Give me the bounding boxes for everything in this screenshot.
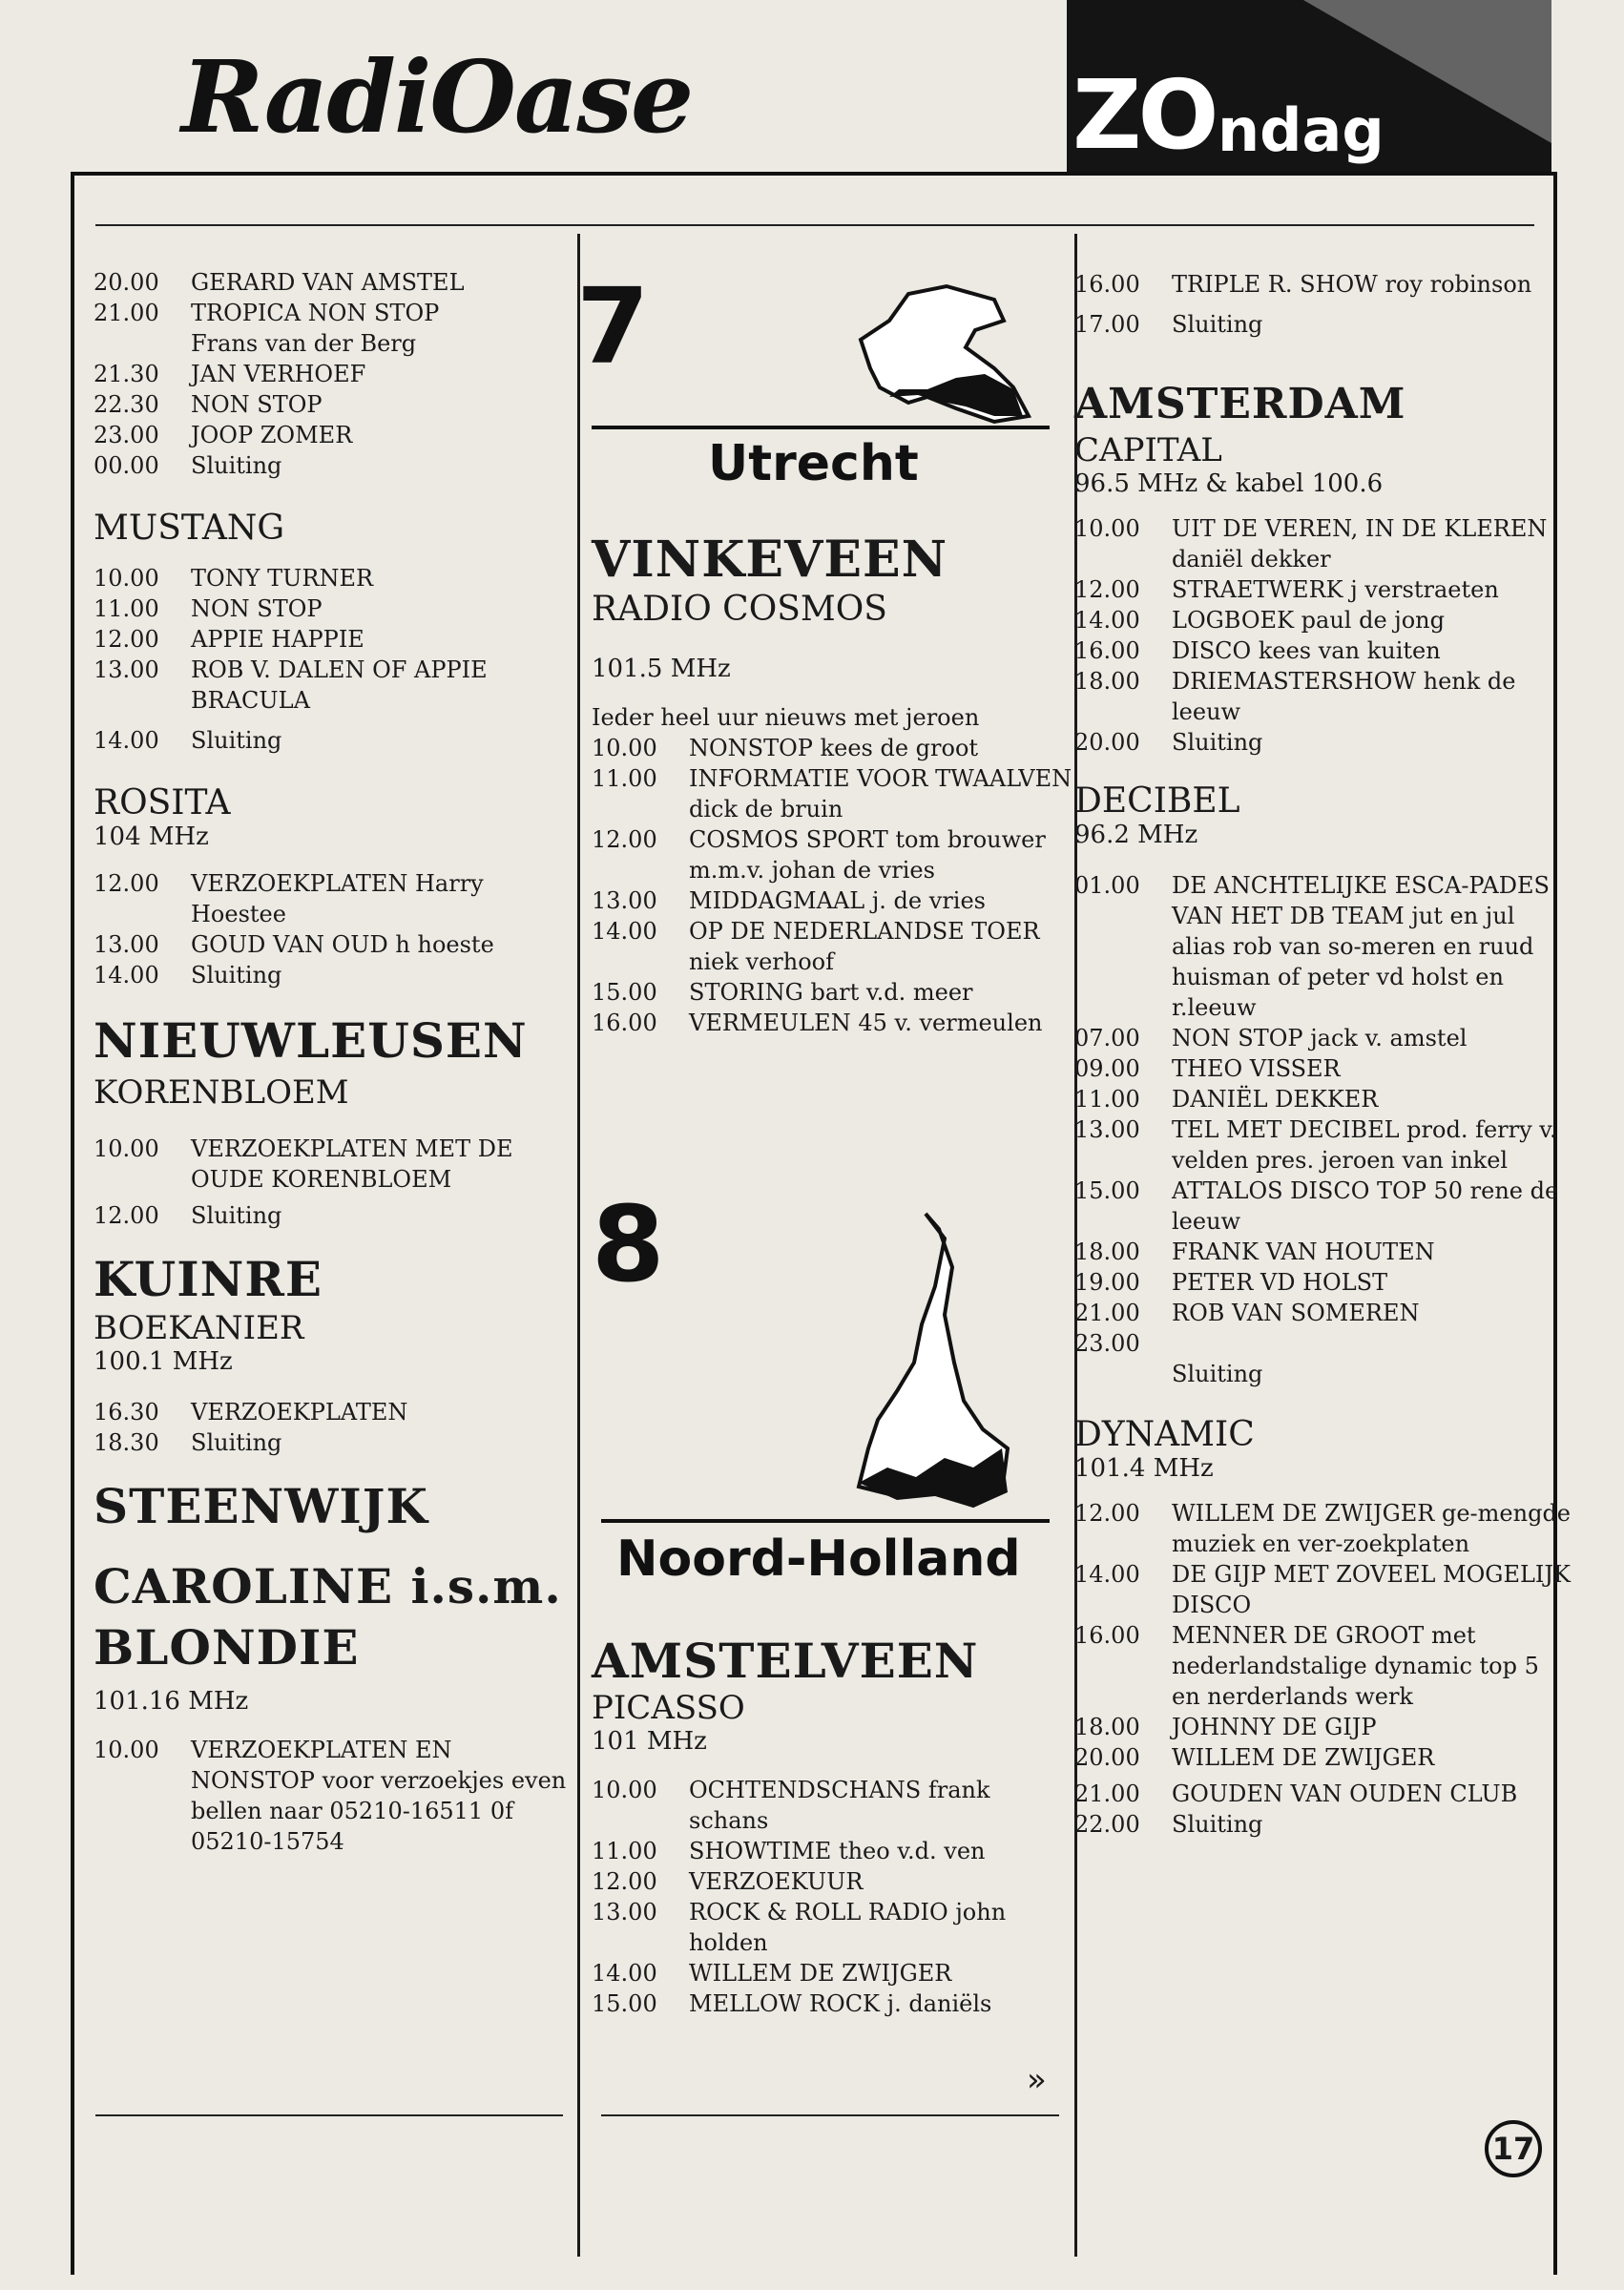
schedule-picasso: [592, 1775, 1076, 2019]
program-entry: 23.00 Sluiting: [1074, 1330, 1263, 1387]
program-entry: 18.00 JOHNNY DE GIJP: [1074, 1714, 1377, 1740]
region-rule-utrecht: [592, 426, 1050, 429]
schedule-top-col1: [94, 267, 571, 481]
program-entry: 16.00 VERMEULEN 45 v. vermeulen: [592, 1010, 1043, 1036]
program-entry: 14.00 DE GIJP MET ZOVEEL MOGELIJK DISCO: [1074, 1561, 1571, 1618]
bottom-rule-1: [95, 2114, 563, 2116]
program-entry: 11.00 DANIËL DEKKER: [1074, 1086, 1379, 1113]
program-entry: 23.00 JOOP ZOMER: [94, 422, 353, 448]
program-entry: 10.00 OCHTENDSCHANS frank schans: [592, 1777, 990, 1834]
program-entry: 12.00 STRAETWERK j verstraeten: [1074, 576, 1499, 603]
bottom-rule-2: [601, 2114, 1059, 2116]
city-name-steenwijk: STEENWIJK: [94, 1478, 428, 1534]
program-entry: 07.00 NON STOP jack v. amstel: [1074, 1025, 1468, 1051]
program-entry: 11.00 NON STOP: [94, 595, 323, 622]
program-entry: 12.00 COSMOS SPORT tom brouwer m.m.v. johan de vries: [592, 826, 1046, 884]
program-entry: 18.00 FRANK VAN HOUTEN: [1074, 1239, 1435, 1265]
city-name-amsterdam: AMSTERDAM: [1074, 380, 1406, 428]
program-entry: 13.00 TEL MET DECIBEL prod. ferry v. velden pres. jeroen van inkel: [1074, 1116, 1557, 1174]
top-rule: [95, 224, 1534, 226]
program-entry: 16.30 VERZOEKPLATEN: [94, 1399, 408, 1426]
program-entry: 15.00 ATTALOS DISCO TOP 50 rene de leeuw: [1074, 1177, 1559, 1235]
program-entry: 22.00 Sluiting: [1074, 1811, 1263, 1838]
continue-arrow-icon: »: [1027, 2061, 1047, 2099]
region-title-utrecht: Utrecht: [708, 435, 919, 492]
program-entry: 20.00 WILLEM DE ZWIJGER: [1074, 1744, 1435, 1771]
program-entry: 16.00 DISCO kees van kuiten: [1074, 637, 1441, 664]
city-name-amstelveen: AMSTELVEEN: [592, 1633, 979, 1689]
program-entry: 00.00 Sluiting: [94, 452, 282, 479]
column-rule-1: [577, 234, 580, 2257]
city-name-nieuwleusen: NIEUWLEUSEN: [94, 1012, 528, 1069]
station-name-boekanier: BOEKANIER: [94, 1309, 304, 1347]
program-entry: 16.00 TRIPLE R. SHOW roy robinson: [1074, 271, 1532, 298]
schedule-caroline: [94, 1735, 571, 1857]
program-entry: 11.00 SHOWTIME theo v.d. ven: [592, 1838, 986, 1864]
program-entry: 15.00 STORING bart v.d. meer: [592, 979, 973, 1006]
station-freq-boekanier: 100.1 MHz: [94, 1347, 233, 1376]
utrecht-province-map: [851, 282, 1032, 426]
station-name-dynamic: DYNAMIC: [1074, 1415, 1255, 1454]
program-entry: 21.30 JAN VERHOEF: [94, 361, 366, 387]
city-name-kuinre: KUINRE: [94, 1251, 323, 1307]
station-name-mustang: MUSTANG: [94, 509, 285, 548]
program-entry: 12.00 Sluiting: [94, 1202, 282, 1229]
program-entry: 10.00 VERZOEKPLATEN EN NONSTOP voor verzoekjes even bellen naar 05210-16511 0f 05210-15754: [94, 1737, 567, 1855]
schedule-boekanier: [94, 1397, 571, 1458]
schedule-rosita: [94, 868, 571, 990]
schedule-mustang: [94, 563, 571, 756]
station-name-rosita: ROSITA: [94, 783, 231, 822]
program-entry: 14.00 LOGBOEK paul de jong: [1074, 607, 1445, 634]
program-entry: 21.00 GOUDEN VAN OUDEN CLUB: [1074, 1780, 1518, 1807]
program-entry: 13.00 ROB V. DALEN OF APPIE BRACULA: [94, 656, 488, 714]
program-entry: 14.00 Sluiting: [94, 727, 282, 754]
program-entry: 10.00 UIT DE VEREN, IN DE KLEREN daniël dekker: [1074, 515, 1548, 572]
column-2-lower: [592, 1632, 1076, 2019]
station-freq-decibel: 96.2 MHz: [1074, 821, 1198, 849]
program-entry: 20.00 GERARD VAN AMSTEL: [94, 269, 465, 296]
program-entry: 12.00 APPIE HAPPIE: [94, 626, 364, 653]
column-2: [592, 531, 1076, 1038]
city-name-vinkeveen: VINKEVEEN: [592, 531, 948, 589]
program-entry: 21.00 ROB VAN SOMEREN: [1074, 1300, 1420, 1326]
program-entry: 13.00 MIDDAGMAAL j. de vries: [592, 887, 986, 914]
schedule-korenbloem: [94, 1134, 571, 1231]
schedule-dynamic: [1074, 1498, 1571, 1840]
schedule-radio-cosmos: [592, 733, 1076, 1038]
station-freq-capital: 96.5 MHz & kabel 100.6: [1074, 469, 1384, 498]
program-entry: 12.00 WILLEM DE ZWIJGER ge-mengde muziek en ver-zoekplaten: [1074, 1500, 1572, 1557]
program-entry: 13.00 ROCK & ROLL RADIO john holden: [592, 1899, 1007, 1956]
program-entry: 18.00 DRIEMASTERSHOW henk de leeuw: [1074, 668, 1516, 725]
program-entry: 17.00 Sluiting: [1074, 311, 1263, 338]
page-number: 17: [1485, 2120, 1542, 2177]
program-entry: 20.00 Sluiting: [1074, 729, 1263, 756]
schedule-decibel: [1074, 870, 1571, 1389]
program-entry: 14.00 OP DE NEDERLANDSE TOER niek verhoof: [592, 918, 1040, 975]
column-3: [1074, 269, 1571, 1840]
program-entry: 18.30 Sluiting: [94, 1429, 282, 1456]
program-entry: 01.00 DE ANCHTELIJKE ESCA-PADES VAN HET DB TEAM jut en jul alias rob van so-meren en ruud huisman of peter vd holst en r.leeuw: [1074, 872, 1550, 1021]
station-freq-picasso: 101 MHz: [592, 1727, 707, 1756]
program-entry: 10.00 VERZOEKPLATEN MET DE OUDE KORENBLOEM: [94, 1135, 513, 1193]
region-number-noord-holland: 8: [592, 1183, 665, 1305]
program-entry: 09.00 THEO VISSER: [1074, 1055, 1341, 1082]
region-rule-noord-holland: [601, 1519, 1050, 1523]
day-suffix: ndag: [1218, 95, 1385, 165]
day-prefix: ZO: [1072, 59, 1216, 171]
program-entry: 22.30 NON STOP: [94, 391, 323, 418]
station-freq-radio-cosmos: 101.5 MHz: [592, 655, 731, 683]
station-name-capital: CAPITAL: [1074, 431, 1222, 469]
noord-holland-province-map: [840, 1210, 1011, 1515]
station-name-korenbloem: KORENBLOEM: [94, 1073, 349, 1112]
station-freq-dynamic: 101.4 MHz: [1074, 1454, 1214, 1483]
station-name-blondie: BLONDIE: [94, 1619, 360, 1676]
program-entry: 10.00 TONY TURNER: [94, 565, 374, 592]
station-freq-rosita: 104 MHz: [94, 822, 209, 851]
program-entry: 16.00 MENNER DE GROOT met nederlandstalige dynamic top 5 en nerderlands werk: [1074, 1622, 1539, 1710]
radioase-logo: RadiOase: [181, 38, 693, 156]
program-entry: 14.00 WILLEM DE ZWIJGER: [592, 1960, 952, 1987]
station-name-picasso: PICASSO: [592, 1689, 745, 1727]
program-entry: 11.00 INFORMATIE VOOR TWAALVEN dick de bruin: [592, 765, 1072, 822]
program-entry: 12.00 VERZOEKUUR: [592, 1868, 864, 1895]
column-1: [94, 267, 571, 1857]
program-entry: 10.00 NONSTOP kees de groot: [592, 735, 979, 761]
station-name-decibel: DECIBEL: [1074, 781, 1240, 821]
region-number-utrecht: 7: [576, 265, 650, 387]
region-title-noord-holland: Noord-Holland: [616, 1530, 1021, 1588]
program-entry: 14.00 Sluiting: [94, 962, 282, 989]
station-name-radio-cosmos: RADIO COSMOS: [592, 590, 887, 629]
program-entry: 13.00 GOUD VAN OUD h hoeste: [94, 931, 494, 958]
program-entry: 15.00 MELLOW ROCK j. daniëls: [592, 1990, 992, 2017]
station-name-caroline: CAROLINE i.s.m.: [94, 1558, 562, 1614]
station-freq-caroline: 101.16 MHz: [94, 1687, 249, 1716]
schedule-capital: [1074, 513, 1571, 758]
news-note: Ieder heel uur nieuws met jeroen: [592, 704, 980, 731]
program-entry: 12.00 VERZOEKPLATEN Harry Hoestee: [94, 870, 484, 927]
schedule-top-col3: [1074, 269, 1571, 340]
program-entry: 21.00 TROPICA NON STOP Frans van der Berg: [94, 300, 440, 357]
program-entry: 19.00 PETER VD HOLST: [1074, 1269, 1388, 1296]
